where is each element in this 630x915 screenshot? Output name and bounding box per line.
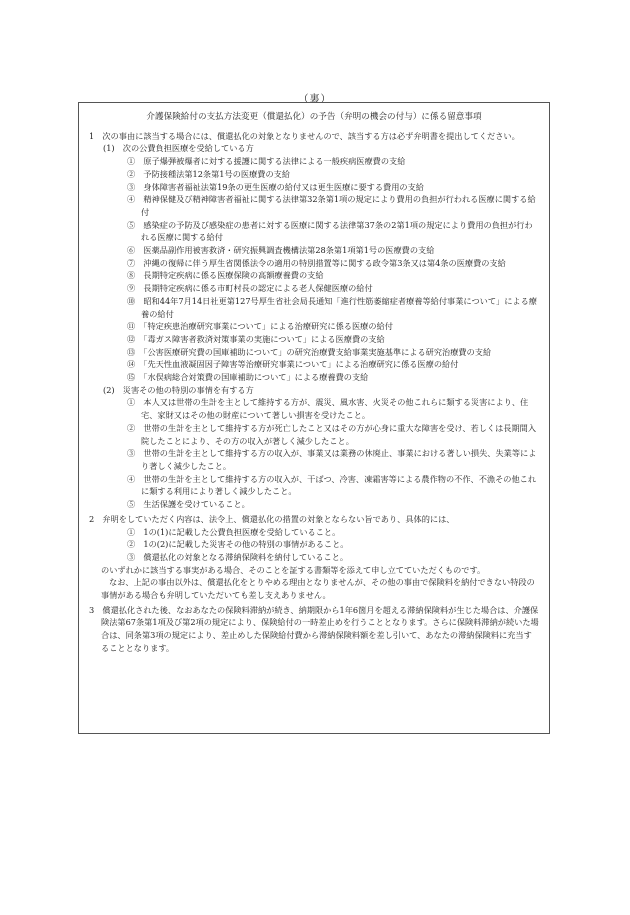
list-item: ⑤ 生活保護を受けていること。 bbox=[127, 499, 250, 510]
list-item: ⑩ 昭和44年7月14日社更第127号厚生省社会局長通知「進行性筋萎縮症者療養等給付事業について」による療養の給付 bbox=[127, 295, 537, 319]
section-2-lead: 2 弁明をしていただく内容は、法令上、償還払化の措置の対象とならない旨であり、具体的には、 bbox=[89, 513, 455, 524]
section-1-lead: 1 次の事由に該当する場合には、償還払化の対象となりませんので、該当する方は必ず弁明書を提出してください。 bbox=[89, 130, 520, 141]
list-item: ③ 身体障害者福祉法第19条の更生医療の給付又は更生医療に要する費用の支給 bbox=[127, 181, 424, 192]
list-item: ① 1の(1)に記載した公費負担医療を受給していること。 bbox=[127, 526, 341, 537]
list-item: ① 原子爆弾被爆者に対する援護に関する法律による一般疾病医療費の支給 bbox=[127, 156, 406, 167]
section-2-note: なお、上記の事由以外は、償還払化をとりやめる理由となりませんが、その他の事由で保険料を納付できない特段の事情がある場合も弁明していただいても差し支えありません。 bbox=[101, 577, 535, 601]
list-item: ② 1の(2)に記載した災害その他の特別の事情があること。 bbox=[127, 539, 349, 550]
list-item: ⑬ 「公害医療研究費の国庫補助について」の研究治療費支給事業実施基準による研究治療費の支給 bbox=[127, 346, 492, 357]
list-item: ⑧ 長期特定疾病に係る医療保険の高額療養費の支給 bbox=[127, 270, 324, 281]
notice-title: 介護保険給付の支払方法変更（償還払化）の予告（弁明の機会の付与）に係る留意事項 bbox=[146, 112, 482, 122]
page-side-label: （裏） bbox=[298, 94, 332, 105]
list-item: ⑫ 「毒ガス障害者救済対策事業の実施について」による医療費の支給 bbox=[127, 333, 385, 344]
list-item: ③ 世帯の生計を主として維持する方の収入が、事業又は業務の休廃止、事業における著しい損失、失業等により著しく減少したこと。 bbox=[127, 448, 537, 471]
list-item: ④ 世帯の生計を主として維持する方の収入が、干ばつ、冷害、凍霜害等による農作物の不作、不漁その他これに類する利用により著しく減少したこと。 bbox=[127, 473, 537, 497]
list-item: ① 本人又は世帯の生計を主として維持する方が、震災、風水害、火災その他これらに類する災害により、住宅、家財又はその他の財産について著しい損害を受けたこと。 bbox=[127, 397, 529, 421]
list-item: ⑮ 「水俣病総合対策費の国庫補助について」による療養費の支給 bbox=[127, 372, 369, 383]
list-item: ② 世帯の生計を主として維持する方が死亡したこと又はその方が心身に重大な障害を受け、若しくは長期間入院したことにより、その方の収入が著しく減少したこと。 bbox=[127, 422, 537, 446]
list-item: ⑦ 沖縄の復帰に伴う厚生省関係法令の適用の特別措置等に関する政令第3条又は第4条の医療費の支給 bbox=[127, 257, 506, 268]
notice-box bbox=[78, 102, 550, 734]
list-item: ⑨ 長期特定疾病に係る市町村長の認定による老人保健医療の給付 bbox=[127, 283, 373, 294]
list-item: ② 予防接種法第12条第1号の医療費の支給 bbox=[127, 168, 291, 179]
list-item: ⑭ 「先天性血液凝固因子障害等治療研究事業について」による治療研究に係る医療の給付 bbox=[127, 359, 459, 370]
list-item: ④ 精神保健及び精神障害者福祉に関する法律第32条第1項の規定により費用の負担が行われる医療に関する給付 bbox=[127, 194, 536, 217]
section-1-sub2-heading: (2) 災害その他の特別の事情を有する方 bbox=[103, 384, 254, 395]
section-1-sub1-heading: (1) 次の公費負担医療を受給している方 bbox=[103, 143, 254, 154]
list-item: ⑥ 医薬品副作用被害救済・研究振興調査機構法第28条第1項第1号の医療費の支給 bbox=[127, 245, 435, 256]
list-item: ⑤ 感染症の予防及び感染症の患者に対する医療に関する法律第37条の2第1項の規定により費用の負担が行われる医療に関する給付 bbox=[127, 219, 533, 243]
list-item: ⑪ 「特定疾患治療研究事業について」による治療研究に係る医療の給付 bbox=[127, 321, 393, 332]
list-item: ③ 償還払化の対象となる滞納保険料を納付していること。 bbox=[127, 551, 349, 562]
section-3-lead: 3 償還払化された後、なおあなたの保険料滞納が続き、納期限から1年6箇月を超える滞納保険料が生じた場合は、介護保険法第67条第1項及び第2項の規定により、保険給付の一時差止めを行うこととなります。さらに保険料滞納が続いた場合は、同条第3項の規定により、差止めした保険給付費から滞納保険料額を差し引いて、あなたの滞納保険料に充当することとなります。 bbox=[89, 604, 539, 653]
section-2-follow: のいずれかに該当する事実がある場合、そのことを証する書類等を添えて申し立てていただくものです。 bbox=[101, 564, 486, 575]
